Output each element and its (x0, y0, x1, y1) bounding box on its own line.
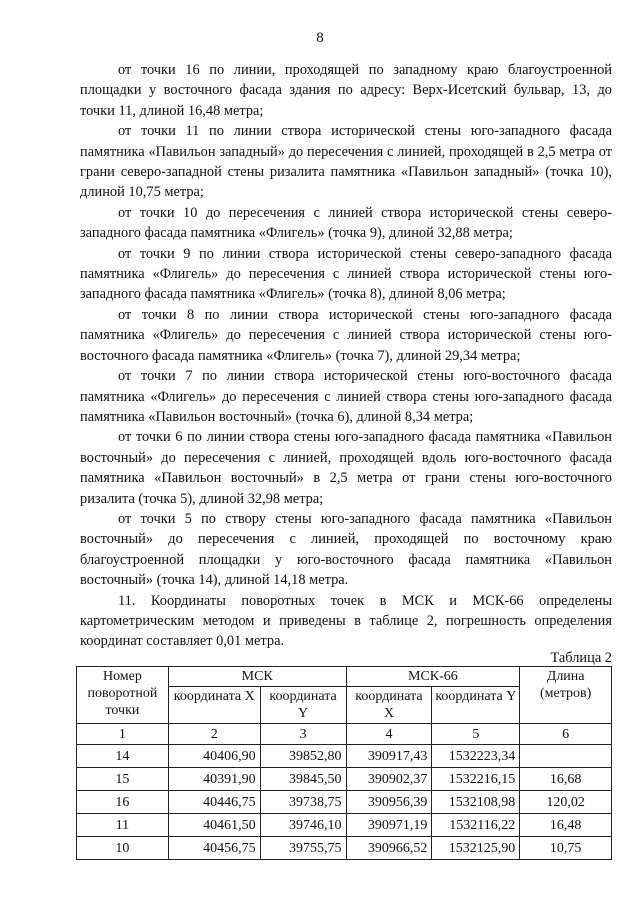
paragraph-point-6: от точки 6 по линии створа стены юго-западного фасада памятника «Павильон восточный» до пересечения с линией, проходящей вдоль юго-восточного фасада памятника «Павильон восточный» в 2,5 метра от грани стены юго-восточного ризалита (точка 5), длиной 32,98 метра; (80, 429, 612, 507)
cell-msk-x: 40446,75 (168, 791, 260, 814)
coordinates-table (76, 666, 612, 860)
paragraph-point-11: от точки 11 по линии створа исторической стены юго-западного фасада памятника «Павильон западный» до пересечения с линией, проходящей в 2,5 метра от грани северо-западной стены ризалита памятника «Павильон западный» (точка 10), длиной 10,75 метра; (80, 123, 612, 201)
cell-msk66-x: 390917,43 (346, 745, 432, 768)
column-number: 1 (77, 724, 169, 745)
column-number: 5 (432, 724, 520, 745)
paragraph-point-16: от точки 16 по линии, проходящей по западному краю благоустроенной площадки у восточного фасада здания по адресу: Верх-Исетский бульвар, 13, до точки 11, длиной 16,48 метра; (80, 62, 612, 119)
cell-length: 16,68 (520, 768, 612, 791)
header-msk: МСК (168, 667, 346, 687)
cell-point: 14 (77, 745, 169, 768)
cell-point: 10 (77, 837, 169, 860)
column-number: 4 (346, 724, 432, 745)
table-row (77, 814, 612, 837)
cell-msk66-x: 390966,52 (346, 837, 432, 860)
header-msk-y: координата Y (260, 687, 346, 724)
cell-msk-x: 40391,90 (168, 768, 260, 791)
paragraph-item-11: 11. Координаты поворотных точек в МСК и МСК-66 определены картометрическим методом и приведены в таблице 2, погрешность определения координат составляет 0,01 метра. (80, 592, 612, 650)
cell-msk-y: 39738,75 (260, 791, 346, 814)
document-body (80, 60, 612, 652)
paragraph-point-10: от точки 10 до пересечения с линией створа исторической стены северо-западного фасада памятника «Флигель» (точка 9), длиной 32,88 метра; (80, 204, 612, 242)
cell-msk-x: 40456,75 (168, 837, 260, 860)
paragraph-point-8: от точки 8 по линии створа исторической стены юго-западного фасада памятника «Флигель» до пересечения с линией створа исторической стены юго-восточного фасада памятника «Флигель» (точка 7), длиной 29,34 метра; (80, 306, 612, 364)
column-number: 3 (260, 724, 346, 745)
cell-length (520, 745, 612, 768)
cell-msk-y: 39852,80 (260, 745, 346, 768)
column-number: 6 (520, 724, 612, 745)
page-number: 8 (316, 30, 324, 46)
table-caption: Таблица 2 (550, 650, 612, 666)
header-msk66-y: координата Y (432, 687, 520, 724)
paragraph-point-5: от точки 5 по створу стены юго-западного фасада памятника «Павильон восточный» до пересечения с линией, проходящей по восточному краю благоустроенной площадки у юго-восточного фасада памятника «Павильон восточный» (точка 14), длиной 14,18 метра. (80, 510, 612, 589)
header-msk66: МСК-66 (346, 667, 520, 687)
cell-msk-y: 39755,75 (260, 837, 346, 860)
header-point-number: Номер поворотной точки (77, 667, 169, 724)
cell-msk-x: 40461,50 (168, 814, 260, 837)
cell-msk-y: 39746,10 (260, 814, 346, 837)
cell-msk66-y: 1532223,34 (432, 745, 520, 768)
cell-msk-y: 39845,50 (260, 768, 346, 791)
header-msk-x: координата X (168, 687, 260, 724)
table-row (77, 745, 612, 768)
cell-msk-x: 40406,90 (168, 745, 260, 768)
paragraph-point-7: от точки 7 по линии створа исторической стены юго-восточного фасада памятника «Флигель» до пересечения с линией створа стены юго-западного фасада памятника «Павильон восточный» (точка 6), длиной 8,34 метра; (80, 368, 612, 425)
cell-point: 16 (77, 791, 169, 814)
cell-point: 11 (77, 814, 169, 837)
table-row (77, 837, 612, 860)
cell-point: 15 (77, 768, 169, 791)
table-row (77, 791, 612, 814)
cell-msk66-x: 390902,37 (346, 768, 432, 791)
header-msk66-x: координата X (346, 687, 432, 724)
cell-msk66-y: 1532108,98 (432, 791, 520, 814)
table-row (77, 768, 612, 791)
header-length: Длина (метров) (520, 667, 612, 724)
cell-msk66-y: 1532116,22 (432, 814, 520, 837)
cell-msk66-x: 390971,19 (346, 814, 432, 837)
cell-msk66-y: 1532125,90 (432, 837, 520, 860)
cell-length: 120,02 (520, 791, 612, 814)
column-number: 2 (168, 724, 260, 745)
cell-length: 10,75 (520, 837, 612, 860)
column-number-row (77, 724, 612, 745)
cell-msk66-y: 1532216,15 (432, 768, 520, 791)
cell-length: 16,48 (520, 814, 612, 837)
cell-msk66-x: 390956,39 (346, 791, 432, 814)
paragraph-point-9: от точки 9 по линии створа исторической стены северо-западного фасада памятника «Флигель» до пересечения с линией створа исторической стены юго-западного фасада памятника «Флигель» (точка 8), длиной 8,06 метра; (80, 245, 612, 303)
